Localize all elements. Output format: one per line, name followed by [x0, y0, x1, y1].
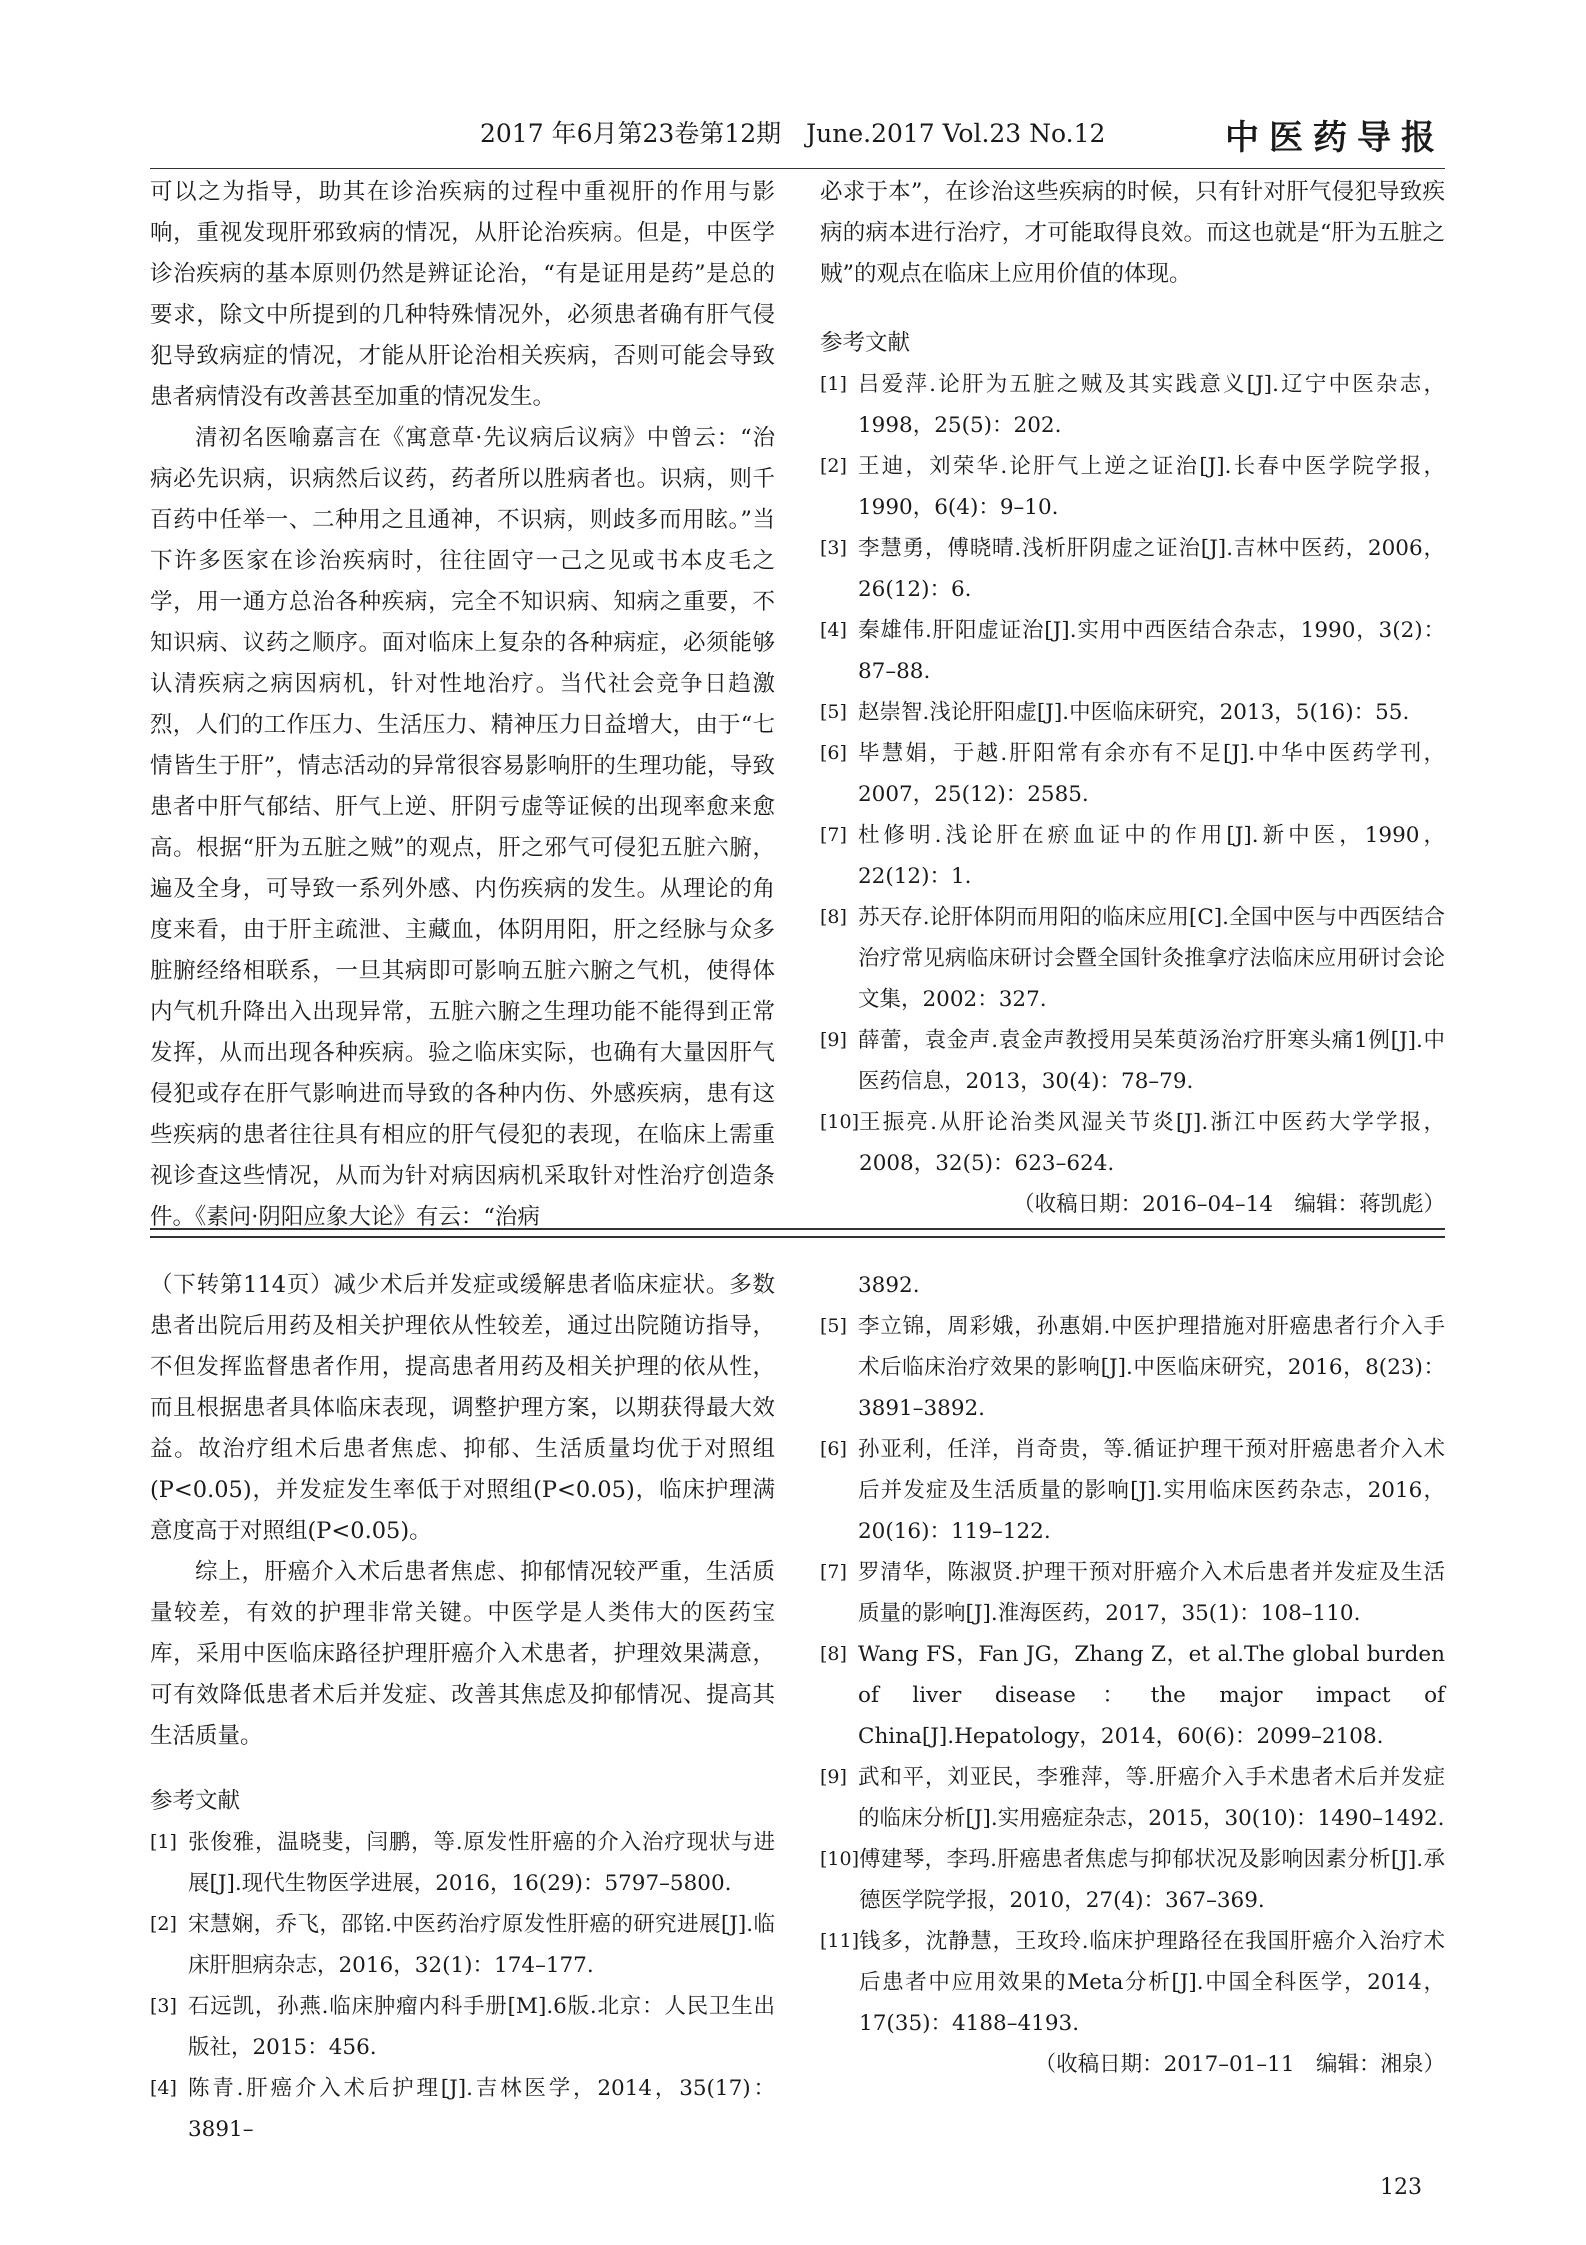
reference-item: [10] 傅建琴，李玛.肝癌患者焦虑与抑郁状况及影响因素分析[J].承德医学院学报，2010，27(4)：367–369.: [820, 1847, 1445, 1913]
reference-item: [9] 薛蕾，袁金声.袁金声教授用吴茱萸汤治疗肝寒头痛1例[J].中医药信息，2013，30(4)：78–79.: [820, 1028, 1445, 1094]
reference-item: [10] 王振亮.从肝论治类风湿关节炎[J].浙江中医药大学学报，2008，32(5)：623–624.: [820, 1110, 1445, 1176]
running-header: [150, 110, 1445, 160]
reference-item: [8] 苏天存.论肝体阴而用阳的临床应用[C].全国中医与中西医结合治疗常见病临床研讨会暨全国针灸推拿疗法临床应用研讨会论文集，2002：327.: [820, 905, 1445, 1012]
issue-info: 2017 年6月第23卷第12期 June.2017 Vol.23 No.12: [480, 119, 1106, 148]
reference-item: [1] 吕爱萍.论肝为五脏之贼及其实践意义[J].辽宁中医杂志，1998，25(5)：202.: [820, 372, 1445, 438]
received-date: （收稿日期：2017–01–11 编辑：湘泉）: [1034, 2052, 1445, 2077]
references-title: 参考文献: [150, 1788, 241, 1814]
received-date: （收稿日期：2016–04–14 编辑：蒋凯彪）: [1013, 1192, 1445, 1217]
reference-list: [820, 364, 1445, 1184]
reference-item: 3892.: [858, 1273, 920, 1298]
header-rule: [150, 168, 1445, 169]
article1-paragraph-1: 可以之为指导，助其在诊治疾病的过程中重视肝的作用与影响，重视发现肝邪致病的情况，从肝论治疾病。但是，中医学诊治疾病的基本原则仍然是辨证论治，“有是证用是药”是总的要求，除文中所提到的几种特殊情况外，必须患者确有肝气侵犯导致病症的情况，才能从肝论治相关疾病，否则可能会导致患者病情没有改善甚至加重的情况发生。: [150, 179, 775, 410]
article2-right-column: [820, 1265, 1445, 2085]
reference-list: [150, 1822, 775, 2150]
reference-item: [6] 毕慧娟，于越.肝阳常有余亦有不足[J].中华中医药学刊，2007，25(12)：2585.: [820, 741, 1445, 807]
references-title: 参考文献: [820, 330, 911, 356]
reference-item: [6] 孙亚利，任洋，肖奇贵，等.循证护理干预对肝癌患者介入术后并发症及生活质量的影响[J].实用临床医药杂志，2016，20(16)：119–122.: [820, 1437, 1445, 1544]
reference-item: [4] 陈青.肝癌介入术后护理[J].吉林医学，2014，35(17)：3891–: [150, 2076, 775, 2142]
reference-item: [8] Wang FS，Fan JG，Zhang Z，et al.The global burden of liver disease：the major impact of China[J].Hepatology，2014，60(6)：2099–2108.: [820, 1642, 1445, 1749]
article2-paragraph-1: （下转第114页）减少术后并发症或缓解患者临床症状。多数患者出院后用药及相关护理依从性较差，通过出院随访指导，不但发挥监督患者作用，提高患者用药及相关护理的依从性，而且根据患者具体临床表现，调整护理方案，以期获得最大效益。故治疗组术后患者焦虑、抑郁、生活质量均优于对照组(P<0.05)，并发症发生率低于对照组(P<0.05)，临床护理满意度高于对照组(P<0.05)。: [150, 1272, 775, 1544]
reference-item: [11] 钱多，沈静慧，王玫玲.临床护理路径在我国肝癌介入治疗术后患者中应用效果的Meta分析[J].中国全科医学，2014，17(35)：4188–4193.: [820, 1929, 1445, 2036]
reference-item: [1] 张俊雅，温晓斐，闫鹏，等.原发性肝癌的介入治疗现状与进展[J].现代生物医学进展，2016，16(29)：5797–5800.: [150, 1830, 775, 1896]
article2-left-column: [150, 1265, 775, 2150]
reference-item: [9] 武和平，刘亚民，李雅萍，等.肝癌介入手术患者术后并发症的临床分析[J].实用癌症杂志，2015，30(10)：1490–1492.: [820, 1765, 1445, 1831]
reference-item: [5] 赵崇智.浅论肝阳虚[J].中医临床研究，2013，5(16)：55.: [820, 700, 1410, 725]
reference-item: [3] 李慧勇，傅晓晴.浅析肝阴虚之证治[J].吉林中医药，2006，26(12)：6.: [820, 536, 1445, 602]
article1-paragraph-3: 必求于本”，在诊治这些疾病的时候，只有针对肝气侵犯导致疾病的病本进行治疗，才可能取得良效。而这也就是“肝为五脏之贼”的观点在临床上应用价值的体现。: [820, 179, 1445, 287]
article1-right-column: [820, 172, 1445, 1225]
reference-list: [820, 1265, 1445, 2044]
reference-item: [5] 李立锦，周彩娥，孙惠娟.中医护理措施对肝癌患者行介入手术后临床治疗效果的影响[J].中医临床研究，2016，8(23)：3891–3892.: [820, 1314, 1445, 1421]
reference-item: [2] 宋慧娴，乔飞，邵铭.中医药治疗原发性肝癌的研究进展[J].临床肝胆病杂志，2016，32(1)：174–177.: [150, 1912, 775, 1978]
article1-left-column: [150, 172, 775, 1238]
page-number: 123: [1380, 2175, 1422, 2200]
reference-item: [2] 王迪，刘荣华.论肝气上逆之证治[J].长春中医学院学报，1990，6(4)：9–10.: [820, 454, 1445, 520]
article1-paragraph-2: 清初名医喻嘉言在《寓意草·先议病后议病》中曾云：“治病必先识病，识病然后议药，药者所以胜病者也。识病，则千百药中任举一、二种用之且通神，不识病，则歧多而用眩。”当下许多医家在诊治疾病时，往往固守一己之见或书本皮毛之学，用一通方总治各种疾病，完全不知识病、知病之重要，不知识病、议药之顺序。面对临床上复杂的各种病症，必须能够认清疾病之病因病机，针对性地治疗。当代社会竞争日趋激烈，人们的工作压力、生活压力、精神压力日益增大，由于“七情皆生于肝”，情志活动的异常很容易影响肝的生理功能，导致患者中肝气郁结、肝气上逆、肝阴亏虚等证候的出现率愈来愈高。根据“肝为五脏之贼”的观点，肝之邪气可侵犯五脏六腑，遍及全身，可导致一系列外感、内伤疾病的发生。从理论的角度来看，由于肝主疏泄、主藏血，体阴用阳，肝之经脉与众多脏腑经络相联系，一旦其病即可影响五脏六腑之气机，使得体内气机升降出入出现异常，五脏六腑之生理功能不能得到正常发挥，从而出现各种疾病。验之临床实际，也确有大量因肝气侵犯或存在肝气影响进而导致的各种内伤、外感疾病，患有这些疾病的患者往往具有相应的肝气侵犯的表现，在临床上需重视诊查这些情况，从而为针对病因病机采取针对性治疗创造条件。《素问·阴阳应象大论》有云：“治病: [150, 425, 775, 1230]
reference-item: [7] 罗清华，陈淑贤.护理干预对肝癌介入术后患者并发症及生活质量的影响[J].淮海医药，2017，35(1)：108–110.: [820, 1560, 1445, 1626]
article2-paragraph-2: 综上，肝癌介入术后患者焦虑、抑郁情况较严重，生活质量较差，有效的护理非常关键。中医学是人类伟大的医药宝库，采用中医临床路径护理肝癌介入术患者，护理效果满意，可有效降低患者术后并发症、改善其焦虑及抑郁情况、提高其生活质量。: [150, 1559, 775, 1749]
reference-item: [7] 杜修明.浅论肝在瘀血证中的作用[J].新中医，1990，22(12)：1.: [820, 823, 1445, 889]
reference-item: [4] 秦雄伟.肝阳虚证治[J].实用中西医结合杂志，1990，3(2)：87–88.: [820, 618, 1445, 684]
article-separator: [150, 1228, 1445, 1238]
reference-item: [3] 石远凯，孙燕.临床肿瘤内科手册[M].6版.北京：人民卫生出版社，2015：456.: [150, 1994, 775, 2060]
journal-logo: 中医药导报: [1225, 118, 1445, 158]
